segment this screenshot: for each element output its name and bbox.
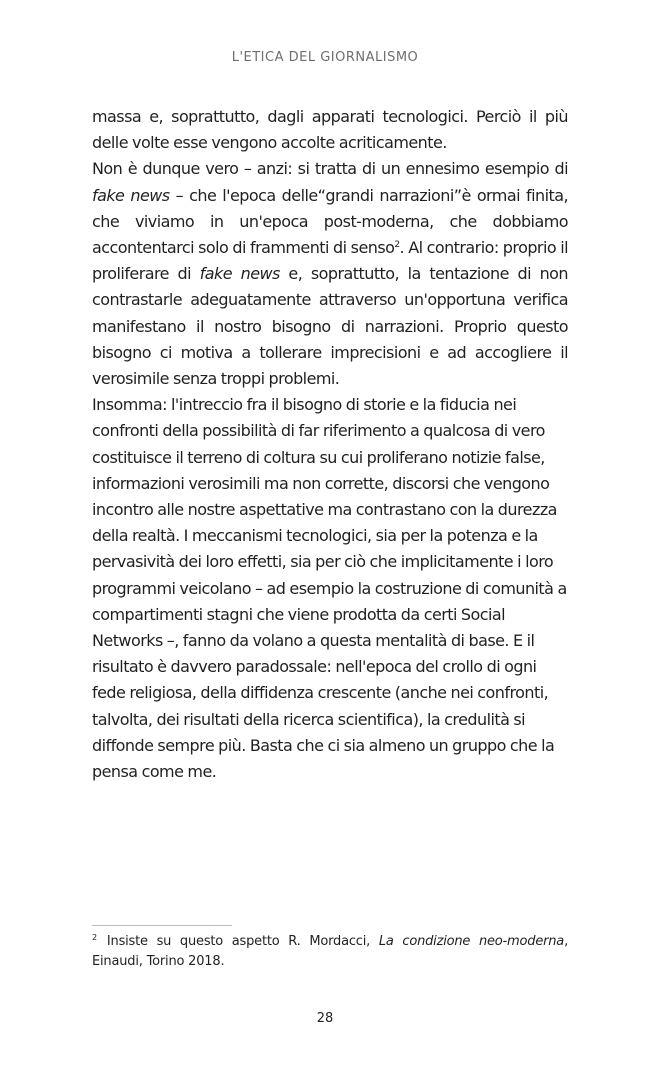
paragraph-2-text-c: . Al contrario: proprio il proliferare di bbox=[92, 238, 568, 284]
paragraph-2-text-a: Non è dunque vero – anzi: si tratta di un ennesimo esempio di bbox=[92, 159, 568, 179]
paragraph-2-italic-fake-news-2: fake news bbox=[199, 264, 280, 284]
footnote-reference[interactable]: 2 bbox=[394, 240, 400, 251]
footnote-book-title: La condizione neo-moderna bbox=[378, 934, 565, 949]
paragraph-2-text-b: – che l'epoca delle“grandi narrazioni”è ormai finita, che viviamo in un'epoca post-moderna, che dobbiamo accontentarci solo di frammenti di senso bbox=[92, 185, 569, 258]
page-number: 28 bbox=[316, 1011, 334, 1026]
running-head: L'ETICA DEL GIORNALISMO bbox=[231, 50, 419, 65]
body-text bbox=[92, 104, 568, 785]
paragraph-2 bbox=[92, 156, 568, 392]
footnote-marker: 2 bbox=[92, 933, 97, 942]
paragraph-2-text-d: e, soprattutto, la tentazione di non contrastarle adeguatamente attraverso un'opportuna verifica manifestano il nostro bisogno di narrazioni. Proprio questo bisogno ci motiva a tollerare imprecisioni e ad accogliere il verosimile senza troppi problemi. bbox=[92, 264, 568, 389]
footnote bbox=[92, 932, 568, 972]
footnote-text-a: Insiste su questo aspetto R. Mordacci, bbox=[106, 934, 379, 949]
paragraph-3-text: Insomma: l'intreccio fra il bisogno di storie e la fiducia nei confronti della possibilità di far riferimento a qualcosa di vero costituisce il terreno di coltura su cui proliferano notizie false, informazioni verosimili ma non corrette, discorsi che vengono incontro alle nostre aspettative ma contrastano con la durezza della realtà. I meccanismi tecnologici, sia per la potenza e la pervasività dei loro effetti, sia per ciò che implicitamente i loro programmi veicolano – ad esempio la costruzione di comunità a compartimenti stagni che viene prodotta da certi Social Networks –, fanno da volano a questa mentalità di base. E il risultato è davvero paradossale: nell'epoca del crollo di ogni fede religiosa, della diffidenza crescente (anche nei confronti, talvolta, dei risultati della ricerca scientifica), la credulità si diffonde sempre più. Basta che ci sia almeno un gruppo che la pensa come me. bbox=[92, 395, 567, 782]
paragraph-3 bbox=[92, 392, 568, 785]
paragraph-1: massa e, soprattutto, dagli apparati tecnologici. Perciò il più delle volte esse vengono accolte acriticamente. bbox=[92, 107, 568, 153]
footnote-text-b: , Einaudi, Torino 2018. bbox=[92, 934, 569, 969]
paragraph-2-italic-fake-news-1: fake news bbox=[92, 185, 170, 205]
footnote-rule bbox=[92, 925, 232, 926]
